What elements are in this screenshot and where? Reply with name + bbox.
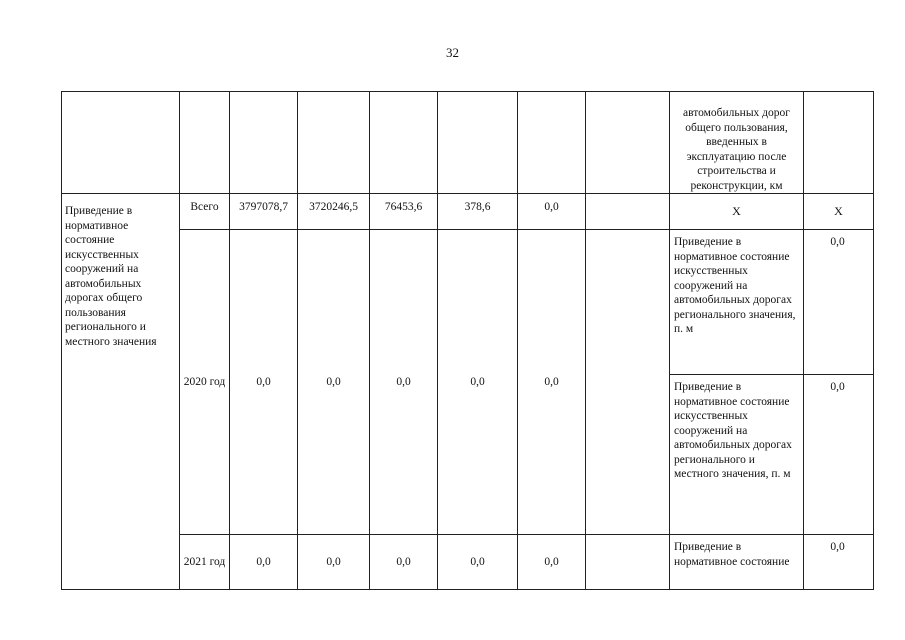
header-indicator-caption: автомобильных дорог общего пользования, введенных в эксплуатацию после строительства и реконструкции, км <box>670 92 804 194</box>
year-2021-v6 <box>586 535 670 590</box>
total-v2: 3720246,5 <box>298 194 370 230</box>
year-2021-v3: 0,0 <box>370 535 438 590</box>
year-2020-v2: 0,0 <box>298 230 370 535</box>
year-2021-v5: 0,0 <box>518 535 586 590</box>
total-v5: 0,0 <box>518 194 586 230</box>
year-2020-indicator-1-value: 0,0 <box>804 230 874 375</box>
year-2020-v5: 0,0 <box>518 230 586 535</box>
budget-table <box>61 91 874 590</box>
year-2021-v4: 0,0 <box>438 535 518 590</box>
header-cell-v1 <box>230 92 298 194</box>
year-2021-v1: 0,0 <box>230 535 298 590</box>
total-row <box>62 194 874 230</box>
header-cell-v5 <box>518 92 586 194</box>
total-v6 <box>586 194 670 230</box>
total-label: Всего <box>180 194 230 230</box>
year-2021-indicator-value: 0,0 <box>804 535 874 590</box>
header-cell-v3 <box>370 92 438 194</box>
year-2020-row-a <box>62 230 874 375</box>
year-2020-v4: 0,0 <box>438 230 518 535</box>
year-2021-indicator: Приведение в нормативное состояние <box>670 535 804 590</box>
total-v1: 3797078,7 <box>230 194 298 230</box>
year-2021-v2: 0,0 <box>298 535 370 590</box>
year-2020-v6 <box>586 230 670 535</box>
total-indicator: Х <box>670 194 804 230</box>
header-cell-indicator-value <box>804 92 874 194</box>
year-2020-label: 2020 год <box>180 230 230 535</box>
header-cell-period <box>180 92 230 194</box>
header-cell-v6 <box>586 92 670 194</box>
year-2020-indicator-1: Приведение в нормативное состояние искусственных сооружений на автомобильных дорогах регионального значения, п. м <box>670 230 804 375</box>
header-cell-event <box>62 92 180 194</box>
header-row <box>62 92 874 194</box>
event-name: Приведение в нормативное состояние искусственных сооружений на автомобильных дорогах общего пользования регионального и местного значения <box>62 194 180 590</box>
year-2021-row <box>62 535 874 590</box>
year-2021-label: 2021 год <box>180 535 230 590</box>
header-cell-v2 <box>298 92 370 194</box>
year-2020-v3: 0,0 <box>370 230 438 535</box>
total-indicator-value: Х <box>804 194 874 230</box>
header-cell-v4 <box>438 92 518 194</box>
year-2020-indicator-2: Приведение в нормативное состояние искусственных сооружений на автомобильных дорогах регионального и местного значения, п. м <box>670 375 804 535</box>
total-v3: 76453,6 <box>370 194 438 230</box>
total-v4: 378,6 <box>438 194 518 230</box>
year-2020-indicator-2-value: 0,0 <box>804 375 874 535</box>
page-number: 32 <box>446 45 459 60</box>
year-2020-v1: 0,0 <box>230 230 298 535</box>
